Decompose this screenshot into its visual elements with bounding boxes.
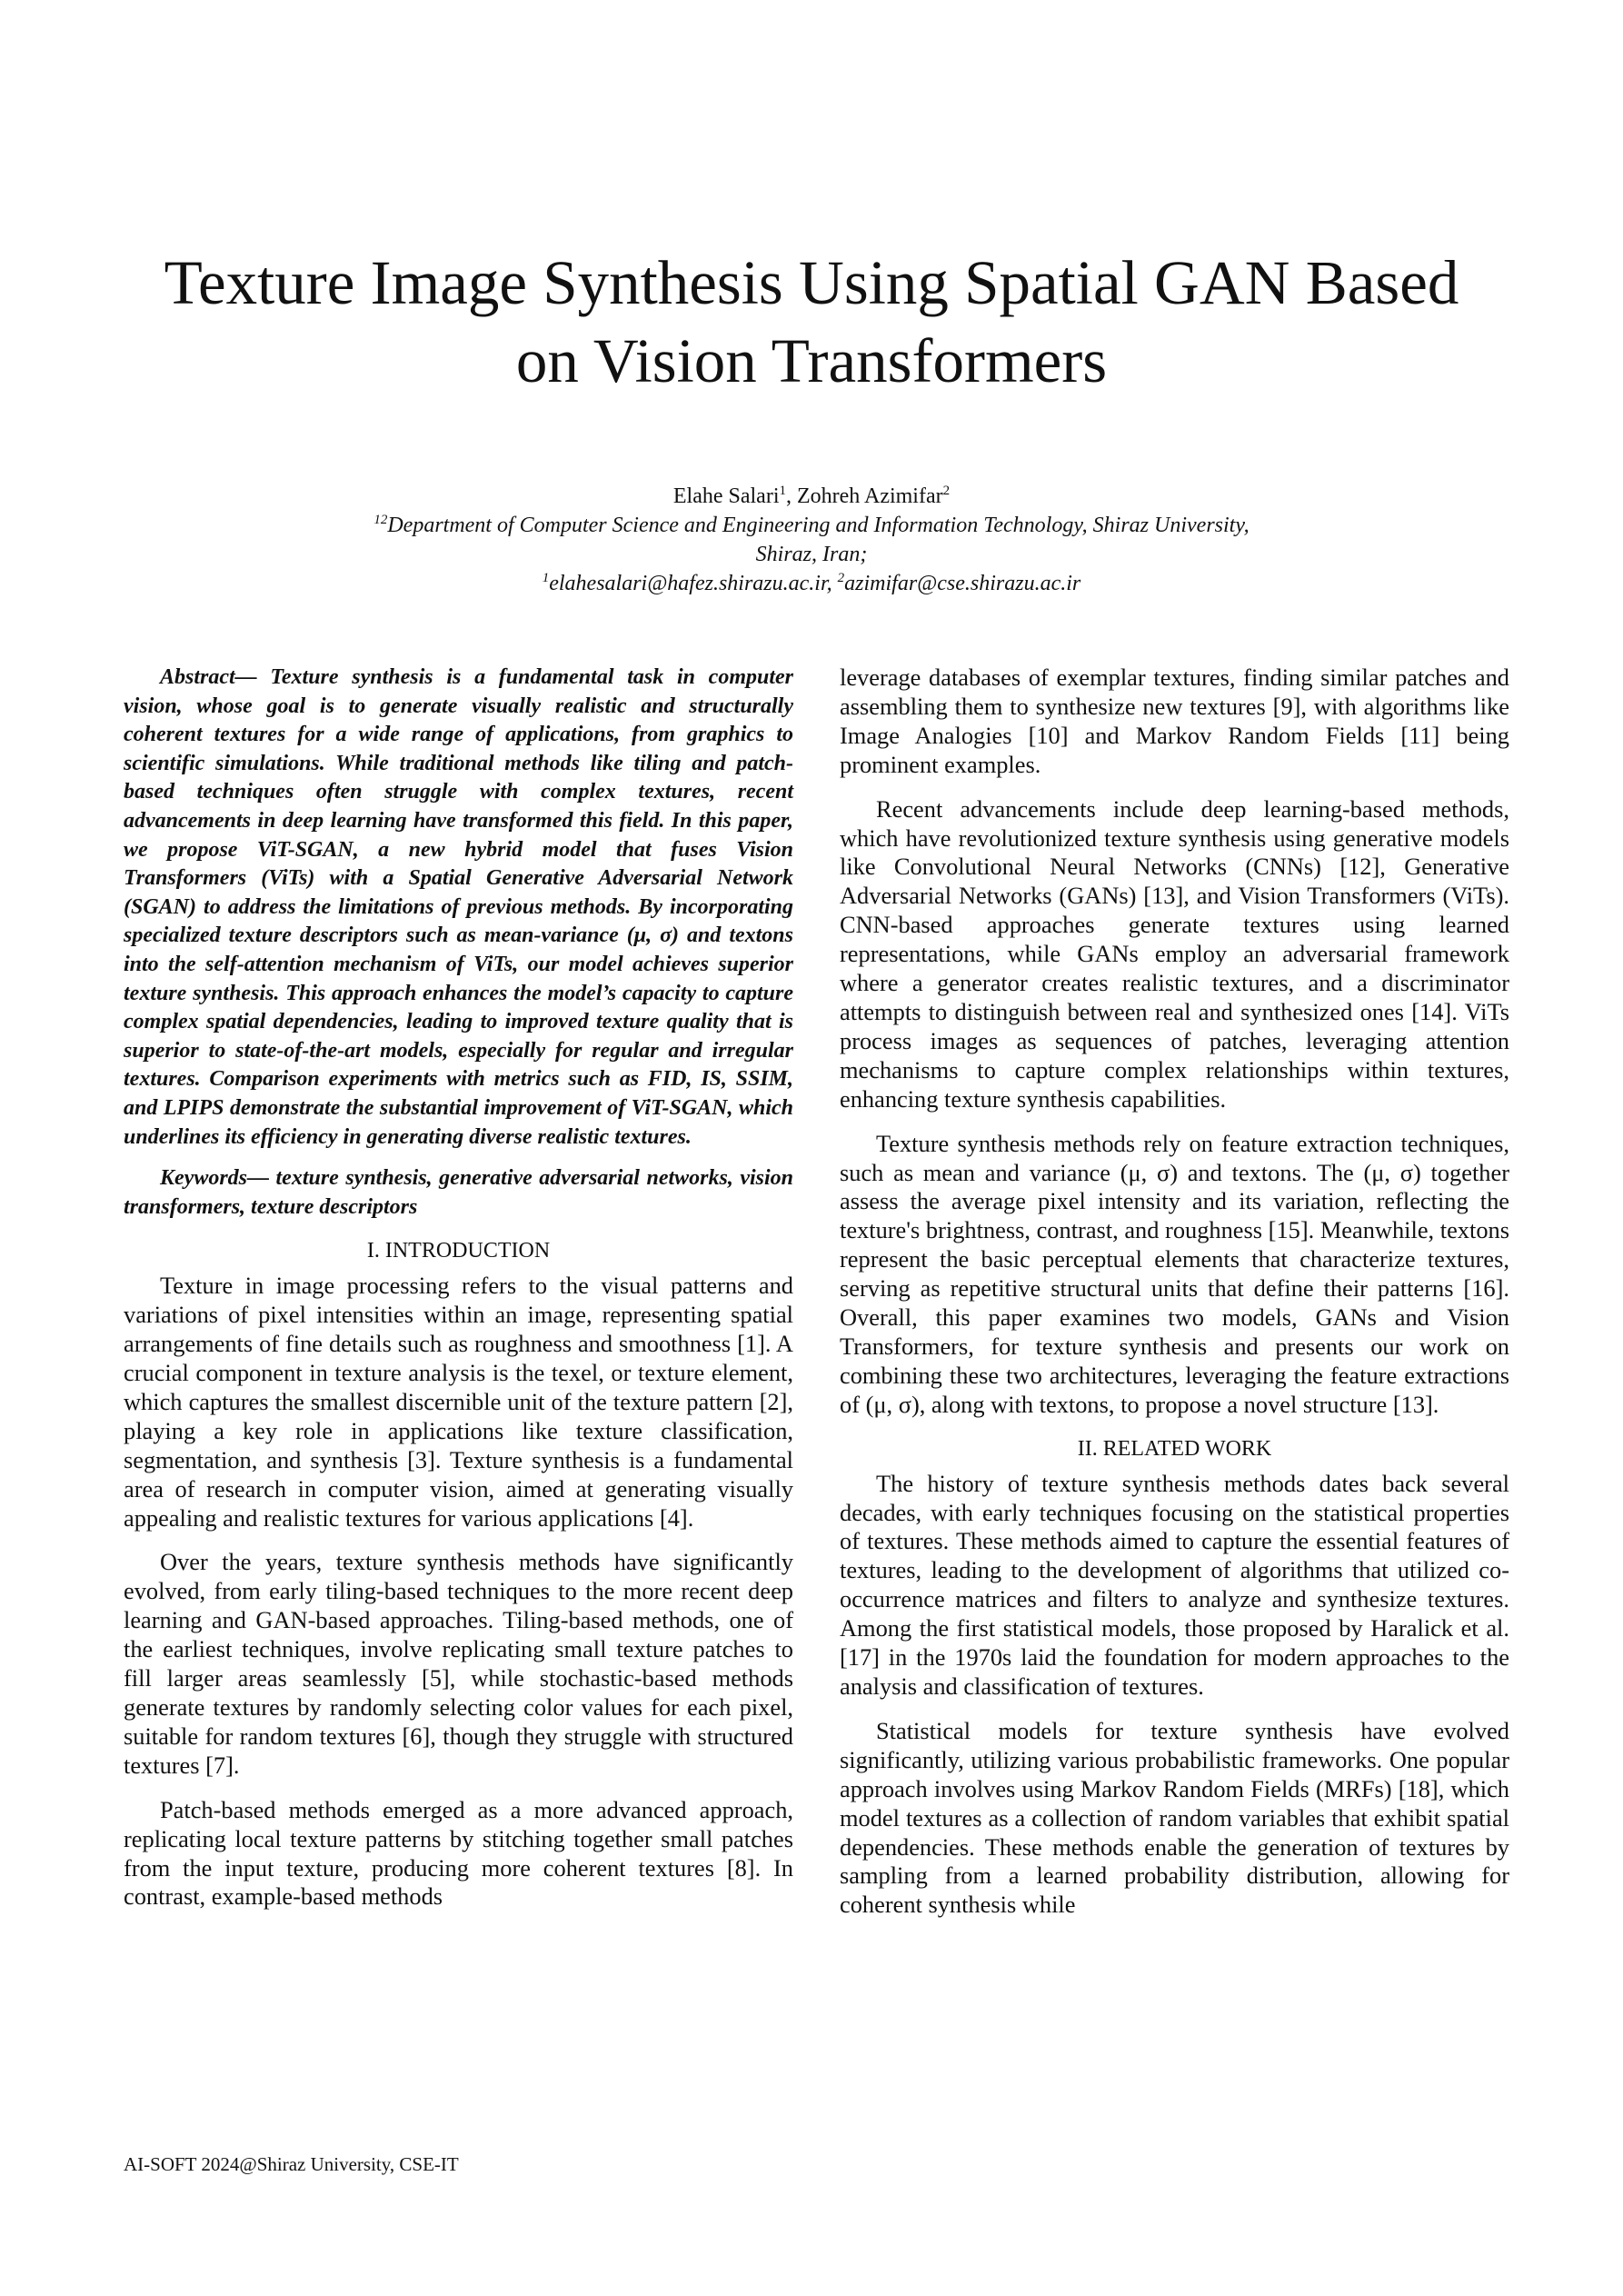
affiliation [182, 511, 1441, 569]
keywords [124, 1164, 793, 1222]
paragraph-intro-3: Patch-based methods emerged as a more advanced approach, replicating local texture patterns by stitching together small patches from the input texture, producing more coherent textures [8]. In contrast, example-based methods [124, 1795, 793, 1911]
right-column [840, 664, 1509, 1935]
email-1-sup: 1 [542, 571, 550, 585]
affiliation-line-2: Shiraz, Iran; [755, 543, 868, 566]
author-2: Zohreh Azimifar [797, 484, 943, 508]
paragraph-related-2: Statistical models for texture synthesis have evolved significantly, utilizing various probabilistic frameworks. One popular approach involves using Markov Random Fields (MRFs) [18], which model textures as a collection of random variables that exhibit spatial dependencies. These methods enable the generation of textures by sampling from a learned probability distribution, allowing for coherent synthesis while [840, 1716, 1509, 1919]
left-column [124, 664, 793, 1927]
author-names [182, 482, 1441, 511]
title-line-2: on Vision Transformers [515, 326, 1108, 395]
keywords-text: texture synthesis, generative adversarial networks, vision transformers, texture descriptors [124, 1166, 793, 1219]
page-footer: AI-SOFT 2024@Shiraz University, CSE-IT [124, 2153, 459, 2175]
keywords-label: Keywords— [160, 1166, 269, 1191]
email-2-sup: 2 [837, 571, 845, 585]
paper-title [91, 244, 1532, 400]
author-1-sup: 1 [779, 484, 786, 498]
affiliation-line-1: Department of Computer Science and Engineering and Information Technology, Shiraz University, [387, 514, 1250, 537]
email-line [182, 569, 1441, 598]
author-separator: , [786, 484, 797, 508]
abstract-label: Abstract— [160, 665, 257, 689]
email-2: azimifar@cse.shirazu.ac.ir [844, 572, 1081, 595]
section-heading-related-work: II. RELATED WORK [1077, 1436, 1272, 1461]
affiliation-sup: 12 [373, 513, 388, 527]
abstract-text: Texture synthesis is a fundamental task in computer vision, whose goal is to generate visually realistic and structurally coherent textures for a wide range of applications, from graphics to scientific simulations. While traditional methods like tiling and patch-based techniques often struggle with complex textures, recent advancements in deep learning have transformed this field. In this paper, we propose ViT-SGAN, a new hybrid model that fuses Vision Transformers (ViTs) with a Spatial Generative Adversarial Network (SGAN) to address the limitations of previous methods. By incorporating specialized texture descriptors such as mean-variance (μ, σ) and textons into the self-attention mechanism of ViTs, our model achieves superior texture synthesis. This approach enhances the model’s capacity to capture complex spatial dependencies, leading to improved texture quality that is superior to state-of-the-art models, especially for regular and irregular textures. Comparison experiments with metrics such as FID, IS, SSIM, and LPIPS demonstrate the substantial improvement of ViT-SGAN, which underlines its efficiency in generating diverse realistic textures. [124, 665, 794, 1149]
section-heading-introduction: I. INTRODUCTION [366, 1239, 551, 1263]
paragraph-related-1: The history of texture synthesis methods dates back several decades, with early techniques focusing on the statistical properties of textures. These methods aimed to capture the essential features of textures, leading to the development of algorithms that utilized co-occurrence matrices and filters to analyze and synthesize textures. Among the first statistical models, those proposed by Haralick et al. [17] in the 1970s laid the foundation for modern approaches to the analysis and classification of textures. [840, 1469, 1509, 1700]
author-block [182, 482, 1441, 598]
email-1: elahesalari@hafez.shirazu.ac.ir, [549, 572, 832, 595]
abstract [124, 664, 793, 1152]
author-1: Elahe Salari [672, 484, 780, 508]
paragraph-intro-1: Texture in image processing refers to the visual patterns and variations of pixel intensities within an image, representing spatial arrangements of fine details such as roughness and smoothness [1]. A crucial component in texture analysis is the texel, or texture element, which captures the smallest discernible unit of the texture pattern [2], playing a key role in applications like texture classification, segmentation, and synthesis [3]. Texture synthesis is a fundamental area of research in computer vision, aimed at generating visually appealing and realistic textures for various applications [4]. [124, 1272, 793, 1532]
paragraph-feature-extraction: Texture synthesis methods rely on feature extraction techniques, such as mean and variance (μ, σ) and textons. The (μ, σ) together assess the average pixel intensity and its variation, reflecting the texture's brightness, contrast, and roughness [15]. Meanwhile, textons represent the basic perceptual elements that characterize textures, serving as repetitive structural units that define their patterns [16]. Overall, this paper examines two models, GANs and Vision Transformers, for texture synthesis and presents our work on combining these two architectures, leveraging the feature extractions of (μ, σ), along with textons, to propose a novel structure [13]. [840, 1129, 1509, 1418]
paragraph-recent-advancements: Recent advancements include deep learning-based methods, which have revolutionized texture synthesis using generative models like Convolutional Neural Networks (CNNs) [12], Generative Adversarial Networks (GANs) [13], and Vision Transformers (ViTs). CNN-based approaches generate textures using learned representations, while GANs employ an adversarial framework where a generator creates realistic textures, and a discriminator attempts to distinguish between real and synthesized ones [14]. ViTs process images as sequences of patches, leveraging attention mechanisms to capture complex relationships within textures, enhancing texture synthesis capabilities. [840, 794, 1509, 1113]
title-line-1: Texture Image Synthesis Using Spatial GAN Based [164, 248, 1459, 317]
paragraph-continued: leverage databases of exemplar textures, finding similar patches and assembling them to synthesize new textures [9], with algorithms like Image Analogies [10] and Markov Random Fields [11] being prominent examples. [840, 664, 1509, 778]
paragraph-intro-2: Over the years, texture synthesis methods have significantly evolved, from early tiling-based techniques to the more recent deep learning and GAN-based approaches. Tiling-based methods, one of the earliest techniques, involve replicating small texture patches to fill larger areas seamlessly [5], while stochastic-based methods generate textures by randomly selecting color values for each pixel, suitable for random textures [6], though they struggle with structured textures [7]. [124, 1548, 793, 1779]
author-2-sup: 2 [942, 484, 951, 498]
